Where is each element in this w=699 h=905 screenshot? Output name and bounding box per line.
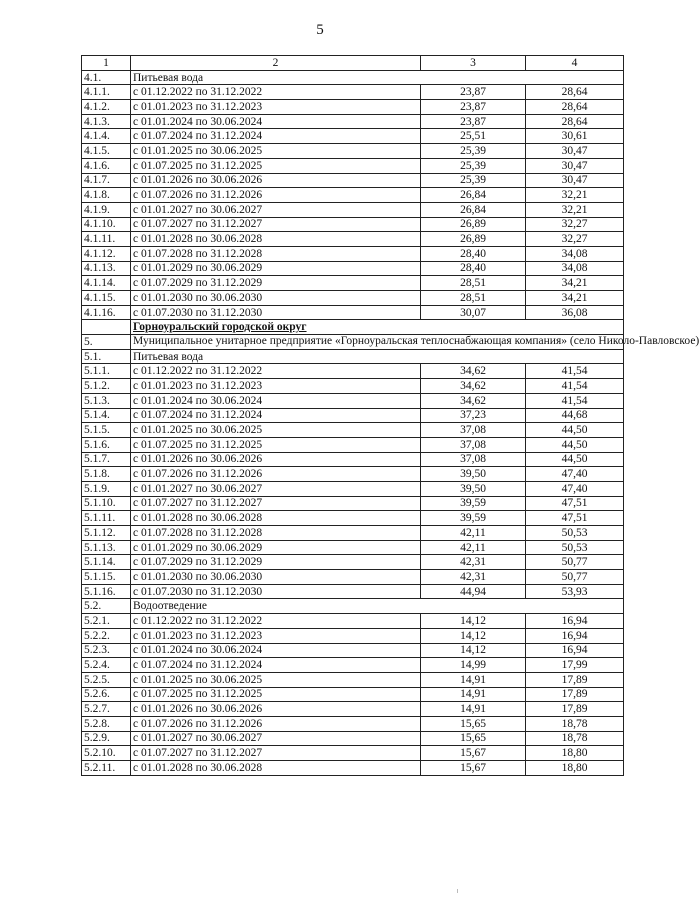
tariff-row xyxy=(82,144,624,159)
row-number: 5.2.5. xyxy=(82,672,131,687)
row-value-col4: 30,61 xyxy=(526,129,624,144)
tariff-row xyxy=(82,628,624,643)
row-period: с 01.07.2024 по 31.12.2024 xyxy=(131,658,421,673)
row-value-col3: 42,11 xyxy=(421,526,526,541)
row-value-col4: 30,47 xyxy=(526,144,624,159)
row-value-col4: 32,21 xyxy=(526,202,624,217)
row-value-col4: 53,93 xyxy=(526,584,624,599)
row-period: с 01.01.2025 по 30.06.2025 xyxy=(131,144,421,159)
row-value-col3: 26,89 xyxy=(421,232,526,247)
row-number: 4.1.14. xyxy=(82,276,131,291)
row-period: с 01.07.2027 по 31.12.2027 xyxy=(131,746,421,761)
row-value-col4: 18,78 xyxy=(526,731,624,746)
section-number: 5.2. xyxy=(82,599,131,614)
row-number: 4.1.16. xyxy=(82,305,131,320)
tariff-row xyxy=(82,261,624,276)
row-value-col3: 23,87 xyxy=(421,100,526,115)
tariff-row xyxy=(82,393,624,408)
row-value-col3: 39,59 xyxy=(421,496,526,511)
tariff-row xyxy=(82,129,624,144)
row-value-col3: 28,51 xyxy=(421,291,526,306)
row-period: с 01.12.2022 по 31.12.2022 xyxy=(131,85,421,100)
row-value-col3: 30,07 xyxy=(421,305,526,320)
row-value-col3: 14,12 xyxy=(421,614,526,629)
row-period: с 01.07.2024 по 31.12.2024 xyxy=(131,408,421,423)
row-value-col3: 25,51 xyxy=(421,129,526,144)
header-col-2: 2 xyxy=(131,56,421,71)
row-value-col3: 34,62 xyxy=(421,379,526,394)
section-row xyxy=(82,70,624,85)
row-value-col3: 34,62 xyxy=(421,364,526,379)
section-title: Водоотведение xyxy=(131,599,624,614)
row-number: 5.1.8. xyxy=(82,467,131,482)
row-period: с 01.01.2029 по 30.06.2029 xyxy=(131,261,421,276)
row-value-col4: 34,21 xyxy=(526,276,624,291)
row-period: с 01.01.2023 по 31.12.2023 xyxy=(131,100,421,115)
tariff-row xyxy=(82,731,624,746)
row-number: 5.1.10. xyxy=(82,496,131,511)
tariff-row xyxy=(82,746,624,761)
row-value-col3: 14,12 xyxy=(421,628,526,643)
row-number: 5.1.9. xyxy=(82,481,131,496)
row-value-col3: 37,08 xyxy=(421,423,526,438)
row-value-col4: 47,51 xyxy=(526,496,624,511)
row-number: 5.1.12. xyxy=(82,526,131,541)
region-number xyxy=(82,320,131,335)
row-period: с 01.01.2030 по 30.06.2030 xyxy=(131,291,421,306)
tariff-row xyxy=(82,232,624,247)
row-value-col3: 39,50 xyxy=(421,481,526,496)
row-value-col4: 36,08 xyxy=(526,305,624,320)
row-value-col4: 44,50 xyxy=(526,423,624,438)
row-number: 4.1.5. xyxy=(82,144,131,159)
row-value-col3: 39,59 xyxy=(421,511,526,526)
row-value-col4: 50,53 xyxy=(526,526,624,541)
row-period: с 01.01.2028 по 30.06.2028 xyxy=(131,761,421,776)
tariff-row xyxy=(82,423,624,438)
tariff-row xyxy=(82,584,624,599)
row-period: с 01.01.2023 по 31.12.2023 xyxy=(131,379,421,394)
row-value-col4: 44,50 xyxy=(526,437,624,452)
tariff-row xyxy=(82,291,624,306)
row-number: 5.2.6. xyxy=(82,687,131,702)
tariff-row xyxy=(82,158,624,173)
row-value-col3: 28,40 xyxy=(421,246,526,261)
row-number: 4.1.4. xyxy=(82,129,131,144)
row-period: с 01.01.2026 по 30.06.2026 xyxy=(131,452,421,467)
row-value-col4: 18,80 xyxy=(526,761,624,776)
row-value-col4: 18,78 xyxy=(526,716,624,731)
row-number: 5.2.2. xyxy=(82,628,131,643)
tariff-row xyxy=(82,761,624,776)
section-title: Питьевая вода xyxy=(131,70,624,85)
row-period: с 01.07.2030 по 31.12.2030 xyxy=(131,305,421,320)
row-period: с 01.07.2025 по 31.12.2025 xyxy=(131,158,421,173)
tariff-row xyxy=(82,408,624,423)
row-value-col3: 42,31 xyxy=(421,570,526,585)
row-value-col4: 44,50 xyxy=(526,452,624,467)
row-value-col4: 28,64 xyxy=(526,85,624,100)
row-value-col4: 41,54 xyxy=(526,364,624,379)
tariff-row xyxy=(82,437,624,452)
header-col-4: 4 xyxy=(526,56,624,71)
row-number: 5.2.7. xyxy=(82,702,131,717)
row-value-col4: 17,99 xyxy=(526,658,624,673)
row-value-col3: 44,94 xyxy=(421,584,526,599)
row-value-col3: 26,84 xyxy=(421,202,526,217)
row-value-col3: 23,87 xyxy=(421,114,526,129)
row-value-col3: 25,39 xyxy=(421,144,526,159)
row-value-col4: 41,54 xyxy=(526,393,624,408)
row-period: с 01.01.2026 по 30.06.2026 xyxy=(131,173,421,188)
tariff-row xyxy=(82,364,624,379)
tariff-row xyxy=(82,246,624,261)
row-number: 4.1.13. xyxy=(82,261,131,276)
row-period: с 01.07.2028 по 31.12.2028 xyxy=(131,246,421,261)
row-number: 4.1.9. xyxy=(82,202,131,217)
row-period: с 01.07.2028 по 31.12.2028 xyxy=(131,526,421,541)
tariff-row xyxy=(82,511,624,526)
row-period: с 01.01.2025 по 30.06.2025 xyxy=(131,672,421,687)
row-number: 4.1.1. xyxy=(82,85,131,100)
tariff-row xyxy=(82,496,624,511)
tariff-row xyxy=(82,687,624,702)
tariff-row xyxy=(82,217,624,232)
row-number: 4.1.8. xyxy=(82,188,131,203)
row-value-col4: 34,08 xyxy=(526,261,624,276)
tariff-row xyxy=(82,702,624,717)
row-value-col4: 17,89 xyxy=(526,672,624,687)
row-period: с 01.07.2026 по 31.12.2026 xyxy=(131,467,421,482)
organization-number: 5. xyxy=(82,335,131,350)
row-number: 5.2.1. xyxy=(82,614,131,629)
row-number: 5.1.11. xyxy=(82,511,131,526)
row-number: 5.2.10. xyxy=(82,746,131,761)
row-period: с 01.07.2030 по 31.12.2030 xyxy=(131,584,421,599)
row-number: 4.1.2. xyxy=(82,100,131,115)
tariff-row xyxy=(82,188,624,203)
row-period: с 01.01.2026 по 30.06.2026 xyxy=(131,702,421,717)
tariff-row xyxy=(82,85,624,100)
row-value-col4: 28,64 xyxy=(526,100,624,115)
row-period: с 01.07.2027 по 31.12.2027 xyxy=(131,496,421,511)
row-period: с 01.07.2029 по 31.12.2029 xyxy=(131,555,421,570)
section-row xyxy=(82,349,624,364)
row-value-col4: 32,27 xyxy=(526,232,624,247)
row-value-col3: 15,67 xyxy=(421,746,526,761)
row-value-col4: 17,89 xyxy=(526,702,624,717)
row-number: 4.1.11. xyxy=(82,232,131,247)
row-period: с 01.07.2024 по 31.12.2024 xyxy=(131,129,421,144)
row-period: с 01.07.2025 по 31.12.2025 xyxy=(131,437,421,452)
tariff-row xyxy=(82,379,624,394)
row-period: с 01.07.2025 по 31.12.2025 xyxy=(131,687,421,702)
row-value-col3: 37,08 xyxy=(421,437,526,452)
row-number: 5.2.11. xyxy=(82,761,131,776)
row-period: с 01.01.2023 по 31.12.2023 xyxy=(131,628,421,643)
row-number: 4.1.7. xyxy=(82,173,131,188)
tariff-row xyxy=(82,100,624,115)
tariff-row xyxy=(82,114,624,129)
header-col-1: 1 xyxy=(82,56,131,71)
row-number: 5.1.3. xyxy=(82,393,131,408)
tariff-row xyxy=(82,555,624,570)
tariff-row xyxy=(82,173,624,188)
row-value-col3: 14,91 xyxy=(421,687,526,702)
row-value-col3: 37,23 xyxy=(421,408,526,423)
row-value-col4: 28,64 xyxy=(526,114,624,129)
row-period: с 01.01.2029 по 30.06.2029 xyxy=(131,540,421,555)
row-period: с 01.07.2026 по 31.12.2026 xyxy=(131,188,421,203)
row-value-col4: 34,21 xyxy=(526,291,624,306)
row-value-col4: 16,94 xyxy=(526,628,624,643)
region-row xyxy=(82,320,624,335)
tariff-table-body xyxy=(82,56,699,776)
row-number: 5.1.13. xyxy=(82,540,131,555)
row-value-col4: 50,77 xyxy=(526,570,624,585)
section-number: 5.1. xyxy=(82,349,131,364)
row-number: 5.1.15. xyxy=(82,570,131,585)
row-value-col4: 30,47 xyxy=(526,173,624,188)
row-value-col4: 17,89 xyxy=(526,687,624,702)
row-value-col3: 37,08 xyxy=(421,452,526,467)
row-value-col4: 47,40 xyxy=(526,481,624,496)
row-number: 4.1.6. xyxy=(82,158,131,173)
row-period: с 01.01.2028 по 30.06.2028 xyxy=(131,511,421,526)
row-value-col3: 28,40 xyxy=(421,261,526,276)
header-col-3: 3 xyxy=(421,56,526,71)
row-value-col3: 28,51 xyxy=(421,276,526,291)
row-period: с 01.01.2030 по 30.06.2030 xyxy=(131,570,421,585)
row-period: с 01.07.2026 по 31.12.2026 xyxy=(131,716,421,731)
tariff-row xyxy=(82,305,624,320)
row-value-col3: 25,39 xyxy=(421,173,526,188)
tariff-row xyxy=(82,452,624,467)
row-value-col3: 14,12 xyxy=(421,643,526,658)
row-number: 4.1.15. xyxy=(82,291,131,306)
row-number: 5.1.2. xyxy=(82,379,131,394)
section-row xyxy=(82,599,624,614)
row-period: с 01.01.2028 по 30.06.2028 xyxy=(131,232,421,247)
tariff-row xyxy=(82,614,624,629)
row-period: с 01.07.2029 по 31.12.2029 xyxy=(131,276,421,291)
row-number: 4.1.12. xyxy=(82,246,131,261)
row-value-col3: 23,87 xyxy=(421,85,526,100)
row-value-col4: 41,54 xyxy=(526,379,624,394)
row-value-col3: 15,67 xyxy=(421,761,526,776)
row-value-col3: 14,99 xyxy=(421,658,526,673)
row-value-col4: 32,27 xyxy=(526,217,624,232)
row-period: с 01.12.2022 по 31.12.2022 xyxy=(131,364,421,379)
row-value-col3: 14,91 xyxy=(421,672,526,687)
row-period: с 01.01.2027 по 30.06.2027 xyxy=(131,481,421,496)
row-value-col3: 15,65 xyxy=(421,716,526,731)
region-title: Горноуральский городской округ xyxy=(131,320,624,335)
row-value-col3: 39,50 xyxy=(421,467,526,482)
row-period: с 01.01.2025 по 30.06.2025 xyxy=(131,423,421,438)
row-period: с 01.01.2027 по 30.06.2027 xyxy=(131,202,421,217)
row-value-col4: 47,51 xyxy=(526,511,624,526)
tariff-row xyxy=(82,481,624,496)
tariff-table xyxy=(81,55,699,776)
tariff-row xyxy=(82,202,624,217)
row-value-col4: 47,40 xyxy=(526,467,624,482)
row-value-col4: 16,94 xyxy=(526,643,624,658)
row-period: с 01.01.2027 по 30.06.2027 xyxy=(131,731,421,746)
row-value-col4: 30,47 xyxy=(526,158,624,173)
row-number: 5.1.5. xyxy=(82,423,131,438)
tariff-row xyxy=(82,716,624,731)
row-number: 4.1.10. xyxy=(82,217,131,232)
tariff-row xyxy=(82,276,624,291)
row-period: с 01.12.2022 по 31.12.2022 xyxy=(131,614,421,629)
row-period: с 01.01.2024 по 30.06.2024 xyxy=(131,393,421,408)
row-value-col4: 32,21 xyxy=(526,188,624,203)
row-number: 5.1.14. xyxy=(82,555,131,570)
row-period: с 01.07.2027 по 31.12.2027 xyxy=(131,217,421,232)
tariff-row xyxy=(82,540,624,555)
tariff-row xyxy=(82,672,624,687)
row-value-col4: 50,53 xyxy=(526,540,624,555)
section-title: Питьевая вода xyxy=(131,349,624,364)
row-value-col3: 42,31 xyxy=(421,555,526,570)
tariff-row xyxy=(82,570,624,585)
page-number: 5 xyxy=(316,22,324,38)
row-value-col3: 25,39 xyxy=(421,158,526,173)
tariff-row xyxy=(82,467,624,482)
row-number: 5.1.16. xyxy=(82,584,131,599)
row-value-col3: 34,62 xyxy=(421,393,526,408)
section-number: 4.1. xyxy=(82,70,131,85)
row-value-col3: 26,84 xyxy=(421,188,526,203)
row-value-col4: 16,94 xyxy=(526,614,624,629)
row-value-col3: 26,89 xyxy=(421,217,526,232)
organization-row xyxy=(82,335,624,350)
tariff-row xyxy=(82,526,624,541)
organization-name: Муниципальное унитарное предприятие «Горноуральская теплоснабжающая компания» (село Николо-Павловское) xyxy=(131,335,624,350)
row-number: 5.2.8. xyxy=(82,716,131,731)
row-value-col4: 50,77 xyxy=(526,555,624,570)
row-value-col3: 42,11 xyxy=(421,540,526,555)
scan-mark xyxy=(457,889,458,893)
row-number: 5.1.7. xyxy=(82,452,131,467)
row-number: 5.1.1. xyxy=(82,364,131,379)
row-number: 5.2.4. xyxy=(82,658,131,673)
tariff-row xyxy=(82,643,624,658)
row-value-col3: 14,91 xyxy=(421,702,526,717)
header-row xyxy=(82,56,624,71)
row-number: 5.2.9. xyxy=(82,731,131,746)
row-number: 4.1.3. xyxy=(82,114,131,129)
row-number: 5.2.3. xyxy=(82,643,131,658)
row-number: 5.1.4. xyxy=(82,408,131,423)
row-value-col4: 44,68 xyxy=(526,408,624,423)
row-value-col4: 34,08 xyxy=(526,246,624,261)
row-period: с 01.01.2024 по 30.06.2024 xyxy=(131,643,421,658)
row-period: с 01.01.2024 по 30.06.2024 xyxy=(131,114,421,129)
tariff-row xyxy=(82,658,624,673)
row-value-col3: 15,65 xyxy=(421,731,526,746)
row-number: 5.1.6. xyxy=(82,437,131,452)
row-value-col4: 18,80 xyxy=(526,746,624,761)
